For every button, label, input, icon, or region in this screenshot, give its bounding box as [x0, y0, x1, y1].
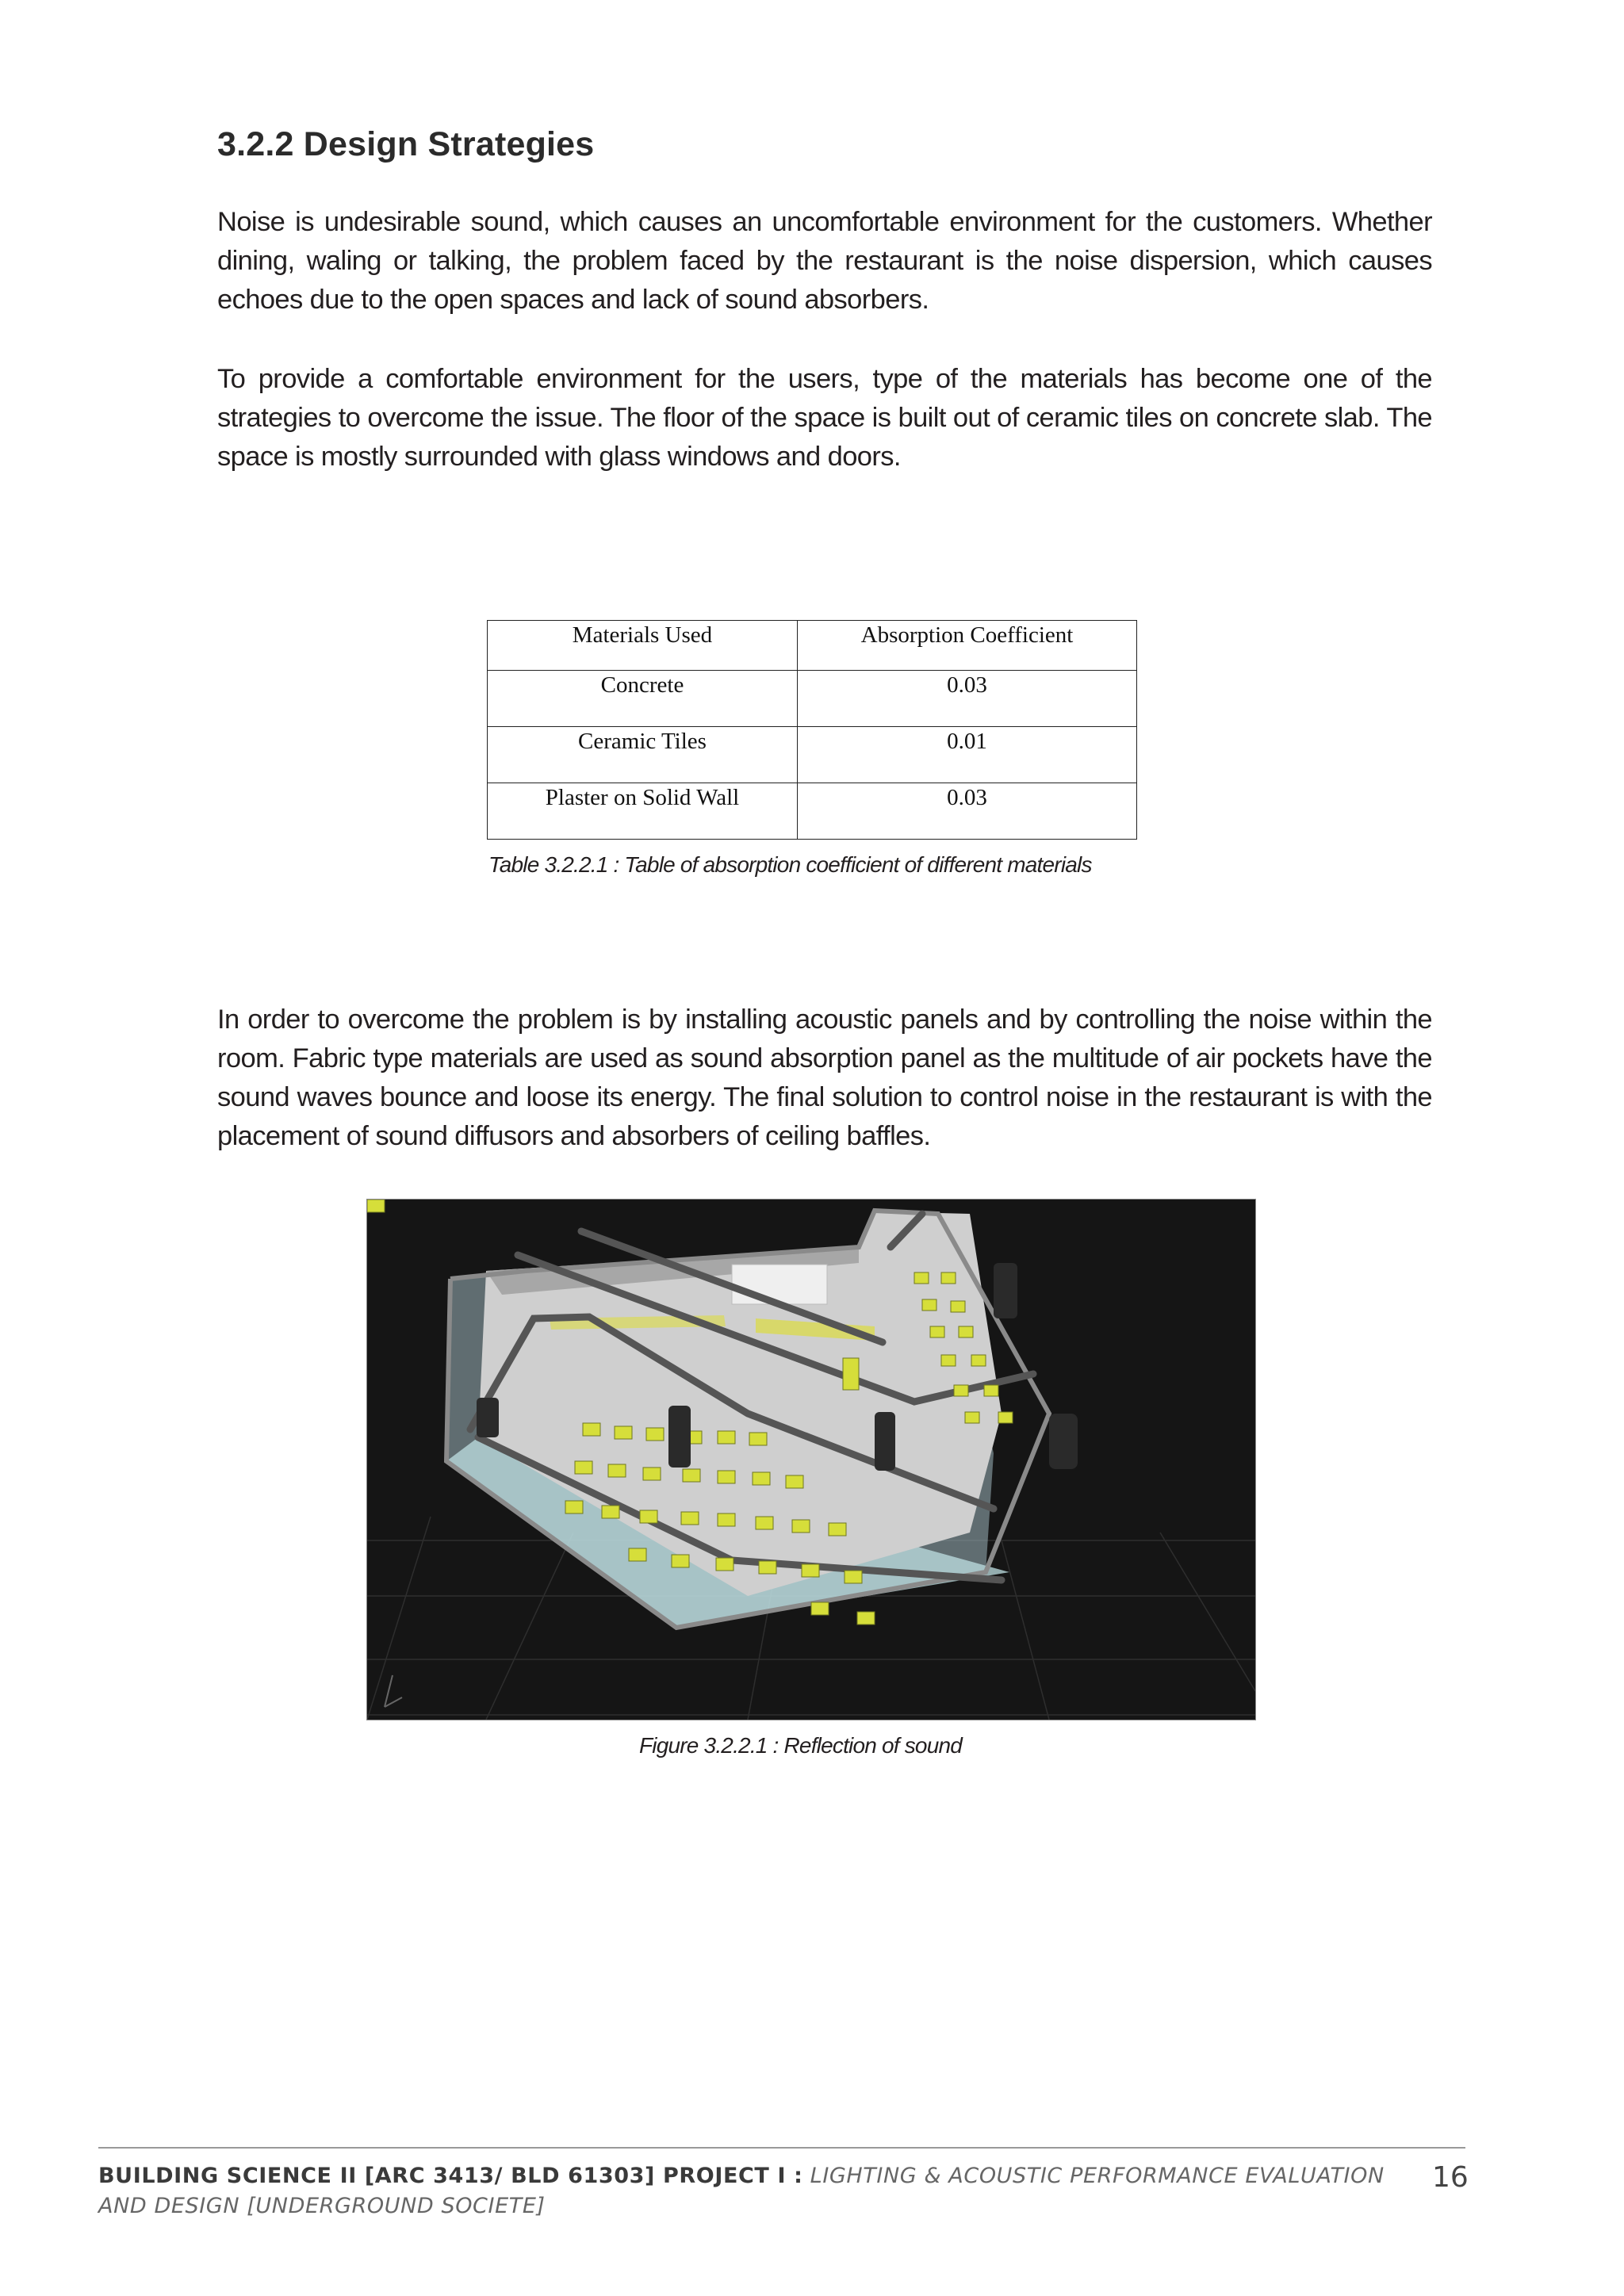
table-row [488, 727, 1137, 783]
absorption-coefficient-table [487, 620, 1137, 840]
table-row [488, 671, 1137, 727]
table-cell-coefficient: 0.03 [797, 671, 1136, 727]
sound-reflection-figure [366, 1199, 1256, 1720]
table-cell-material: Ceramic Tiles [488, 727, 798, 783]
footer [98, 2161, 1399, 2221]
figure-caption: Figure 3.2.2.1 : Reflection of sound [639, 1733, 963, 1758]
restaurant-3d-model-image [367, 1200, 1255, 1720]
table-cell-coefficient: 0.03 [797, 783, 1136, 840]
section-heading: 3.2.2 Design Strategies [217, 125, 595, 163]
paragraph-solution: In order to overcome the problem is by installing acoustic panels and by controlling the noise within the room. Fabric type materials are used as sound absorption panel as the multitude of air pockets have the sound waves bounce and loose its energy. The final solution to control noise in the restaurant is with the placement of sound diffusors and absorbers of ceiling baffles. [217, 1004, 1432, 1151]
paragraph-materials: To provide a comfortable environment for the users, type of the materials has become one of the strategies to overcome the issue. The floor of the space is built out of ceramic tiles on concrete slab. The space is mostly surrounded with glass windows and doors. [217, 364, 1432, 472]
footer-project-title: LIGHTING & ACOUSTIC PERFORMANCE EVALUATION AND DESIGN [UNDERGROUND SOCIETE] [98, 2164, 1385, 2218]
table-cell-material: Plaster on Solid Wall [488, 783, 798, 840]
table-row [488, 783, 1137, 840]
page-number: 16 [1432, 2161, 1469, 2194]
table-header-cell: Absorption Coefficient [797, 621, 1136, 671]
footer-divider [98, 2147, 1465, 2149]
table-header-row [488, 621, 1137, 671]
footer-course-title: BUILDING SCIENCE II [ARC 3413/ BLD 61303] PROJECT I : [98, 2164, 803, 2188]
table-caption: Table 3.2.2.1 : Table of absorption coefficient of different materials [488, 852, 1092, 877]
table-header-cell: Materials Used [488, 621, 798, 671]
paragraph-noise: Noise is undesirable sound, which causes an uncomfortable environment for the customers. Whether dining, waling or talking, the problem faced by the restaurant is the noise dispersion, which causes echoes due to the open spaces and lack of sound absorbers. [217, 207, 1432, 315]
table-cell-coefficient: 0.01 [797, 727, 1136, 783]
table-cell-material: Concrete [488, 671, 798, 727]
